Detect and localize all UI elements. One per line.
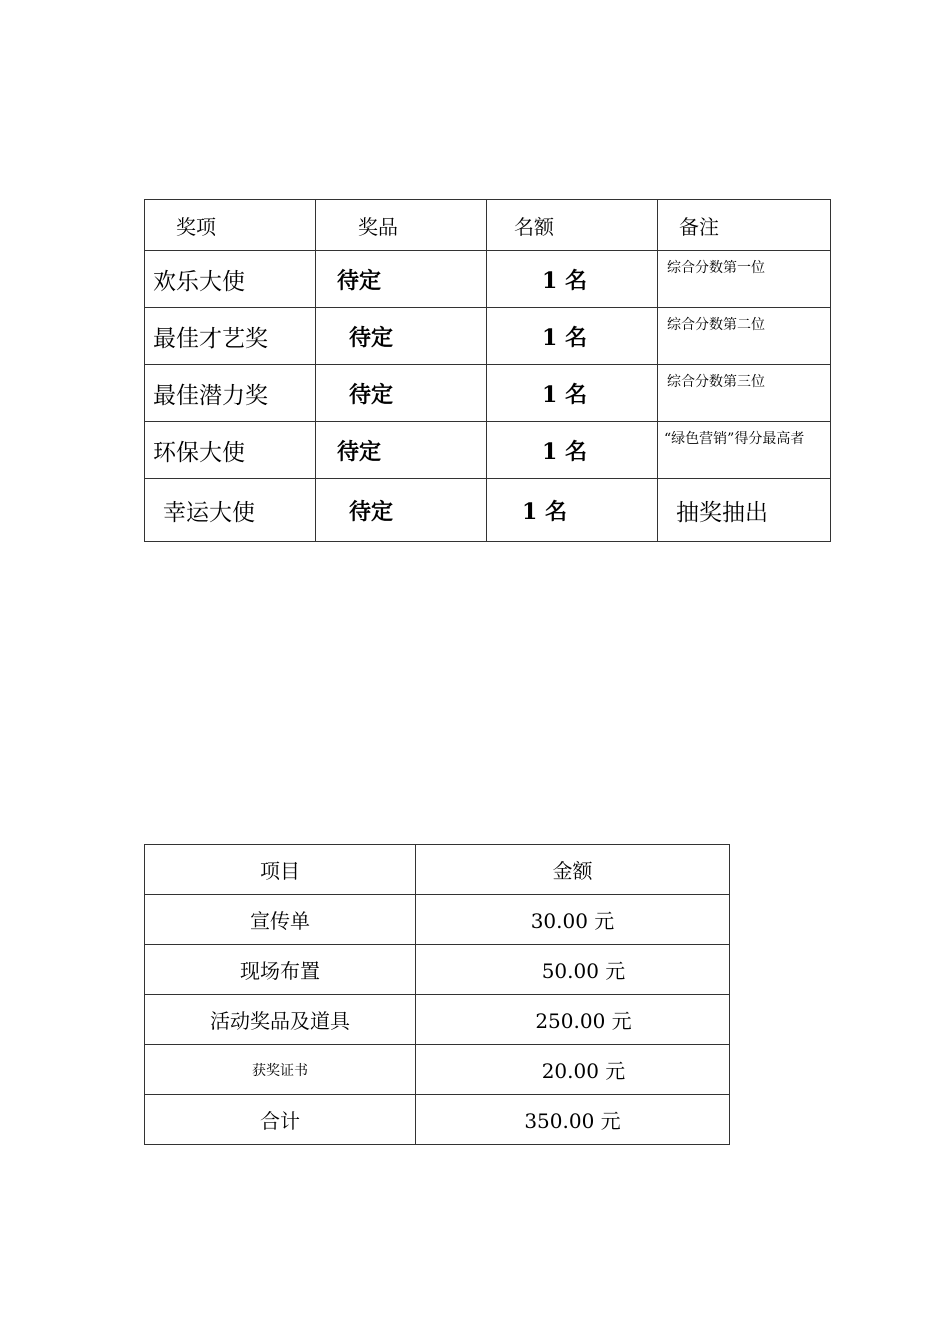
award-prize: 待定 (316, 479, 487, 542)
budget-table (144, 844, 730, 1145)
header-prize: 奖品 (316, 200, 487, 251)
header-quota: 名额 (487, 200, 658, 251)
awards-header-row (145, 200, 831, 251)
header-note: 备注 (658, 200, 831, 251)
budget-amount: 20.00 元 (416, 1045, 730, 1095)
award-quota: 1 名 (487, 365, 658, 422)
header-award: 奖项 (145, 200, 316, 251)
award-name: 欢乐大使 (145, 251, 316, 308)
table-row (145, 251, 831, 308)
award-note: 抽奖抽出 (658, 479, 831, 542)
award-prize: 待定 (316, 365, 487, 422)
award-note: 综合分数第二位 (658, 308, 831, 365)
budget-item: 宣传单 (145, 895, 416, 945)
budget-amount: 50.00 元 (416, 945, 730, 995)
table-row (145, 308, 831, 365)
award-quota: 1 名 (487, 308, 658, 365)
award-name: 最佳才艺奖 (145, 308, 316, 365)
table-row (145, 1045, 730, 1095)
award-note: 综合分数第三位 (658, 365, 831, 422)
awards-table (144, 199, 831, 542)
award-name: 环保大使 (145, 422, 316, 479)
award-prize: 待定 (316, 308, 487, 365)
award-note: 综合分数第一位 (658, 251, 831, 308)
budget-item: 合计 (145, 1095, 416, 1145)
award-name: 幸运大使 (145, 479, 316, 542)
award-name: 最佳潜力奖 (145, 365, 316, 422)
award-quota: 1 名 (487, 422, 658, 479)
award-quota: 1 名 (487, 479, 658, 542)
award-prize: 待定 (316, 251, 487, 308)
table-row (145, 945, 730, 995)
table-row (145, 422, 831, 479)
award-prize: 待定 (316, 422, 487, 479)
header-item: 项目 (145, 845, 416, 895)
budget-item: 现场布置 (145, 945, 416, 995)
budget-item: 获奖证书 (145, 1045, 416, 1095)
budget-amount: 250.00 元 (416, 995, 730, 1045)
award-note: “绿色营销”得分最高者 (658, 422, 831, 479)
table-row (145, 365, 831, 422)
header-amount: 金额 (416, 845, 730, 895)
budget-item: 活动奖品及道具 (145, 995, 416, 1045)
award-quota: 1 名 (487, 251, 658, 308)
table-row (145, 895, 730, 945)
table-row (145, 1095, 730, 1145)
table-row (145, 995, 730, 1045)
budget-amount: 30.00 元 (416, 895, 730, 945)
table-row (145, 479, 831, 542)
budget-amount: 350.00 元 (416, 1095, 730, 1145)
budget-header-row (145, 845, 730, 895)
